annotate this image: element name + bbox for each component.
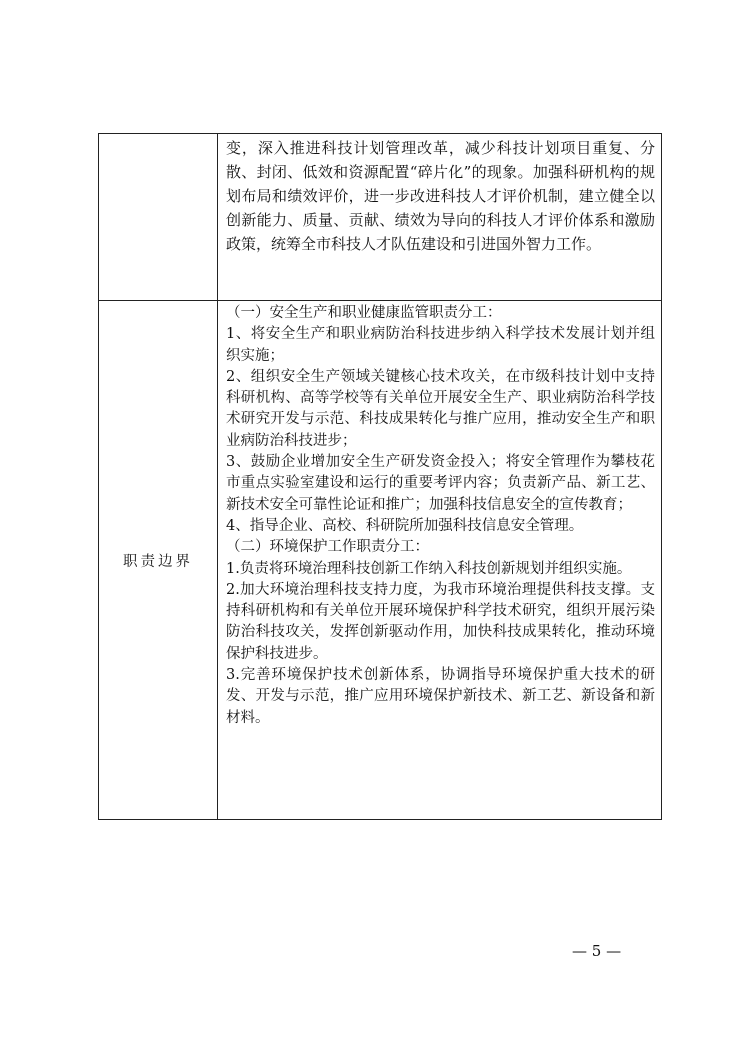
paragraph: 变，深入推进科技计划管理改革，减少科技计划项目重复、分散、封闭、低效和资源配置“碎片化”的现象。加强科研机构的规划布局和绩效评价，进一步改进科技人才评价机制，建立健全以创新能力、质量、贡献、绩效为导向的科技人才评价体系和激励政策，统筹全市科技人才队伍建设和引进国外智力工作。 (226, 139, 655, 253)
responsibility-table (98, 133, 662, 820)
table-row (99, 134, 662, 301)
paragraph: 1、将安全生产和职业病防治科技进步纳入科学技术发展计划并组织实施； (226, 326, 655, 364)
row-content (218, 301, 662, 820)
row-content (218, 134, 662, 301)
page-number: — 5 — (572, 942, 622, 960)
table-row (99, 301, 662, 820)
section-heading: （二）环境保护工作职责分工： (226, 539, 429, 556)
section-heading: （一）安全生产和职业健康监管职责分工： (226, 305, 502, 321)
row-label-duty-boundary: 职责边界 (99, 301, 218, 820)
row-label (99, 134, 218, 301)
paragraph: 3、鼓励企业增加安全生产研发资金投入；将安全管理作为攀枝花市重点实验室建设和运行的重要考评内容；负责新产品、新工艺、新技术安全可靠性论证和推广；加强科技信息安全的宣传教育； (226, 454, 655, 513)
paragraph: 3.完善环境保护技术创新体系，协调指导环境保护重大技术的研发、开发与示范，推广应用环境保护新技术、新工艺、新设备和新材料。 (226, 667, 655, 726)
paragraph: 2、组织安全生产领域关键核心技术攻关，在市级科技计划中支持科研机构、高等学校等有关单位开展安全生产、职业病防治科学技术研究开发与示范、科技成果转化与推广应用，推动安全生产和职业病防治科技进步； (226, 368, 655, 449)
paragraph: 2.加大环境治理科技支持力度，为我市环境治理提供科技支撑。支持科研机构和有关单位开展环境保护科学技术研究，组织开展污染防治科技攻关，发挥创新驱动作用，加快科技成果转化，推动环境保护科技进步。 (226, 581, 655, 662)
paragraph: 1.负责将环境治理科技创新工作纳入科技创新规划并组织实施。 (226, 560, 632, 577)
paragraph: 4、指导企业、高校、科研院所加强科技信息安全管理。 (226, 517, 584, 534)
